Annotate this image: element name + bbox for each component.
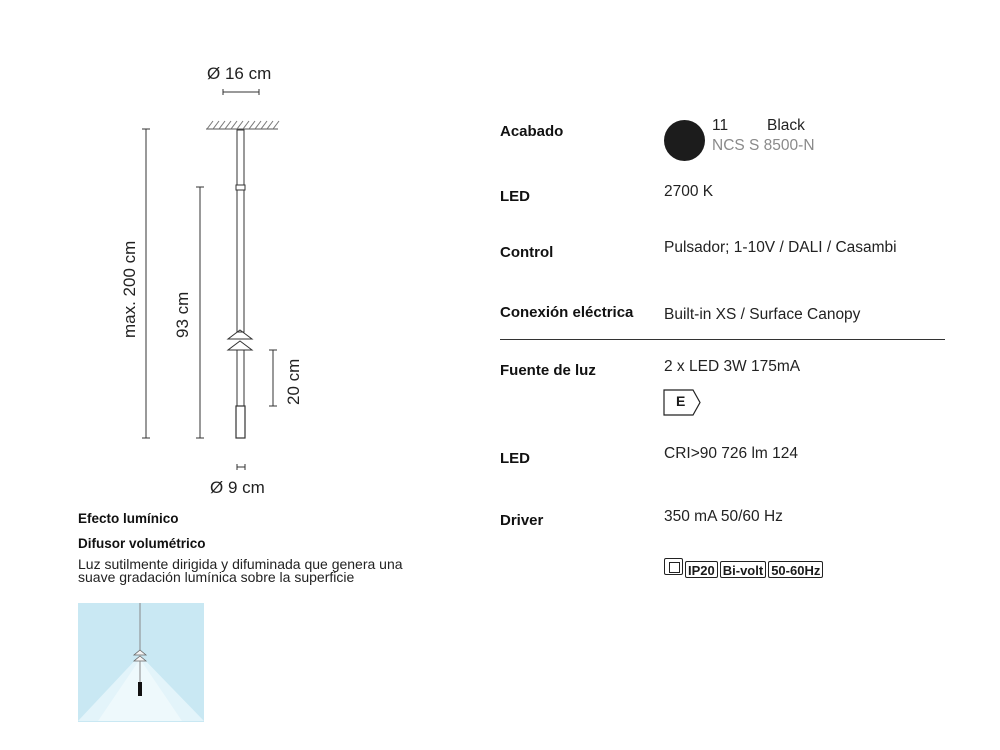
connection-label: Conexión eléctrica: [500, 304, 634, 321]
connection-value: Built-in XS / Surface Canopy: [664, 306, 861, 323]
led2-label: LED: [500, 450, 530, 467]
effect-description-line-2: suave gradación lumínica sobre la superficie: [78, 569, 355, 585]
led2-value: CRI>90 726 lm 124: [664, 445, 798, 462]
led-value: 2700 K: [664, 183, 714, 200]
effect-subtitle: Difusor volumétrico: [78, 536, 206, 551]
frequency-badge: 50-60Hz: [768, 561, 823, 578]
control-value: Pulsador; 1-10V / DALI / Casambi: [664, 239, 897, 256]
finish-label: Acabado: [500, 123, 564, 140]
control-label: Control: [500, 244, 554, 261]
effect-description-line-1: Luz sutilmente dirigida y difuminada que genera una: [78, 556, 403, 572]
effect-title: Efecto lumínico: [78, 511, 179, 526]
finish-code: 11: [712, 117, 729, 134]
light-effect-illustration: [78, 603, 204, 722]
section-divider: [500, 339, 945, 340]
driver-value: 350 mA 50/60 Hz: [664, 508, 783, 525]
lamp-dimension-diagram: [0, 0, 470, 500]
bottom-diameter-label: Ø 9 cm: [210, 478, 265, 497]
finish-ncs: NCS S 8500-N: [712, 137, 815, 154]
light-source-value: 2 x LED 3W 175mA: [664, 358, 801, 375]
driver-label: Driver: [500, 512, 544, 529]
led-label: LED: [500, 188, 530, 205]
height-93-label: 93 cm: [173, 291, 192, 338]
effect-description: [78, 558, 468, 584]
class-ii-square-icon: [664, 558, 683, 575]
height-20-label: 20 cm: [284, 358, 303, 405]
finish-swatch: [664, 120, 705, 161]
top-diameter-label: Ø 16 cm: [207, 64, 272, 83]
certification-badges: [664, 558, 825, 580]
energy-class-letter: E: [676, 393, 686, 409]
ip-rating-badge: IP20: [685, 561, 718, 578]
max-height-label: max. 200 cm: [120, 240, 139, 338]
light-source-label: Fuente de luz: [500, 362, 596, 379]
bivolt-badge: Bi-volt: [720, 561, 766, 578]
finish-name: Black: [767, 117, 805, 134]
